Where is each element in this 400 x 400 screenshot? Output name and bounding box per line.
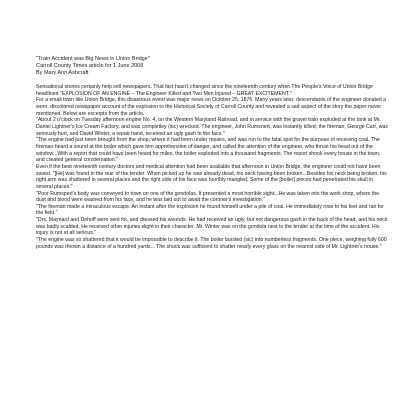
paragraph-doctors: "Drs. Maynard and Dehoff were sent for, and dressed his wounds. He had received an ugly, but not dangerous gash in the back of the head, and his neck was badly scalded. He received other injuries slight in their character. Mr. Winter was on the gondola next to the tender at the time of the accident. His injury is not at all serious." bbox=[36, 217, 388, 237]
paragraph-fireman: "The fireman made a miraculous escape. An instant after the explosion he found himself under a pile of coal. He immediately rose to his feet and ran for the field." bbox=[36, 203, 384, 217]
paragraph-engineer: Even if the best nineteenth century doctors and medical attention had been available that afternoon in Union Bridge, the engineer could not have been saved. "[He] was found in the rear of the tender. When picked up he was already dead, his neck having been broken...Besides his neck being broken, his right arm was shattered in several places and the right side of his face was horribly mangled, Some of the [boiler] pieces had penetrated his skull in several places." bbox=[36, 163, 387, 190]
article-source: Carroll County Times article for 1 June 2008 bbox=[36, 63, 144, 69]
article-byline: By Mary Ann Ashcraft bbox=[36, 70, 89, 76]
paragraph-body-conveyed: "Poor Rumspert's body was conveyed to town on one of the gondolas. It presented a most horrible sight...He was taken into the work shop, where the dust and blood were washed from his face, and he was laid out to await the coroner's investigation." bbox=[36, 190, 380, 204]
paragraph-quote-explosion: "About 2 o'clock on Tuesday afternoon engine No. 4, on the Western Maryland Railroad, and in service with the gravel train exploded at the tank at Mr. Daniel Lightner's Ice Cream Factory, and was completley (sic) wrecked. The engineer, John Rumsnert, was instantly killed; the fireman, George Carr, was seriously hurt, and David Winter, a repair hand, received an ugly gash in the face." bbox=[36, 117, 388, 137]
article-header bbox=[36, 56, 388, 77]
paragraph-shattered: "The engine was so shattered that it would be impossible to describe it. The boiler bursted (sic) into numberless fragments. One piece, weighing fully 600 pounds was thrown a distance of a hundred yards... The shock was sufficient to shatter nearly every glass on the nearest side of Mr. Lightner's house." bbox=[36, 237, 387, 250]
article-body bbox=[36, 84, 388, 250]
paragraph-quote-engine: "The engine had just been brought from the shop, where it had been under repairs, and was run to the fatal spot for the purpose of receiving coal. The fireman heard a sound at the boiler which gave him apprehension of danger, and called the attention of the engineer, who thrust his head out of the window...With a report that could have been heard for miles, the boiler exploded into a thousand fragments. The report shook every house in the town, and created general consternation." bbox=[36, 137, 381, 164]
article-title: "Train Accident was Big News in Union Bridge" bbox=[36, 56, 150, 62]
paragraph-background: For a small town like Union Bridge, this disastrous event was major news on October 25, 1876. Many years later, descendants of the engineer donated a worn, discolored newspaper account of the explosion to the Historical Society of Carroll County and revealed a sad aspect of the story the paper never mentioned. Below are excerpts from the article. bbox=[36, 97, 387, 117]
paragraph-intro: Sensational stories certainly help sell newspapers. That fact hasn't changed since the nineteenth century when The People's Voice of Union Bridge headlined "EXPLOSION OF AN ENGINE – The Engineer Killed and Two Men Injured – GREAT EXCITEMENT." bbox=[36, 84, 373, 97]
